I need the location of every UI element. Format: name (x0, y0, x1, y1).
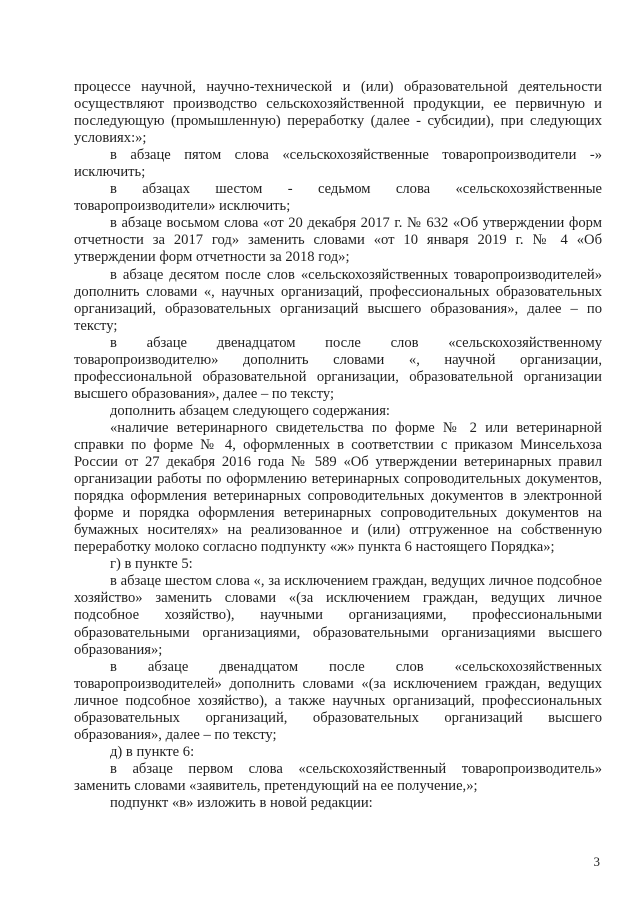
paragraph-vet-certificate: «наличие ветеринарного свидетельства по форме № 2 или ветеринарной справки по форме № 4, оформленных в соответствии с приказом Минсельхоза России от 27 декабря 2016 года № 589 «Об утверждении ветеринарных правил организации работы по оформлению ветеринарных сопроводительных документов, порядка оформления ветеринарных сопроводительных документов в электронной форме и порядка оформления ветеринарных сопроводительных документов на бумажных носителях» на реализованное и (или) отгруженное на собственную переработку молоко согласно подпункту «ж» пункта 6 настоящего Порядка»; (74, 419, 602, 556)
paragraph-p5-abzac-6: в абзаце шестом слова «, за исключением граждан, ведущих личное подсобное хозяйство» заменить словами «(за исключением граждан, ведущих личное подсобное хозяйство), научными организациями, профессиональными образовательными организациями, образовательными организациями высшего образования»; (74, 573, 602, 658)
paragraph-abzac-5: в абзаце пятом слова «сельскохозяйственные товаропроизводители -» исключить; (74, 147, 602, 181)
paragraph-item-d: д) в пункте 6: (110, 743, 195, 760)
page-number: 3 (593, 854, 600, 869)
paragraph-p6-abzac-1: в абзаце первом слова «сельскохозяйственный товаропроизводитель» заменить словами «заявитель, претендующий на ее получение,»; (74, 760, 602, 794)
paragraph-abzac-12: в абзаце двенадцатом после слов «сельскохозяйственному товаропроизводителю» дополнить словами «, научной организации, профессиональной образовательной организации, образовательной организации высшего образования», далее – по тексту; (74, 334, 602, 402)
paragraph-abzac-8: в абзаце восьмом слова «от 20 декабря 2017 г. № 632 «Об утверждении форм отчетности за 2017 год» заменить словами «от 10 января 2019 г. № 4 «Об утверждении форм отчетности за 2018 год»; (74, 215, 602, 266)
document-body (74, 79, 602, 812)
paragraph-add-abzac: дополнить абзацем следующего содержания: (110, 402, 390, 419)
paragraph-continuation: процессе научной, научно-технической и (или) образовательной деятельности осуществляют производство сельскохозяйственной продукции, ее первичную и последующую (промышленную) переработку (далее - субсидии), при следующих условиях:»; (74, 79, 602, 147)
paragraph-subitem-v: подпункт «в» изложить в новой редакции: (110, 794, 373, 811)
paragraph-abzac-6-7: в абзацах шестом - седьмом слова «сельскохозяйственные товаропроизводители» исключить; (74, 181, 602, 215)
paragraph-p5-abzac-12: в абзаце двенадцатом после слов «сельскохозяйственных товаропроизводителей» дополнить словами «(за исключением граждан, ведущих личное подсобное хозяйство), а также научных организаций, профессиональных образовательных организаций, образовательных организаций высшего образования», далее – по тексту; (74, 658, 602, 743)
paragraph-abzac-10: в абзаце десятом после слов «сельскохозяйственных товаропроизводителей» дополнить словами «, научных организаций, профессиональных образовательных организаций, образовательных организаций высшего образования», далее – по тексту; (74, 266, 602, 334)
paragraph-item-g: г) в пункте 5: (110, 556, 193, 573)
